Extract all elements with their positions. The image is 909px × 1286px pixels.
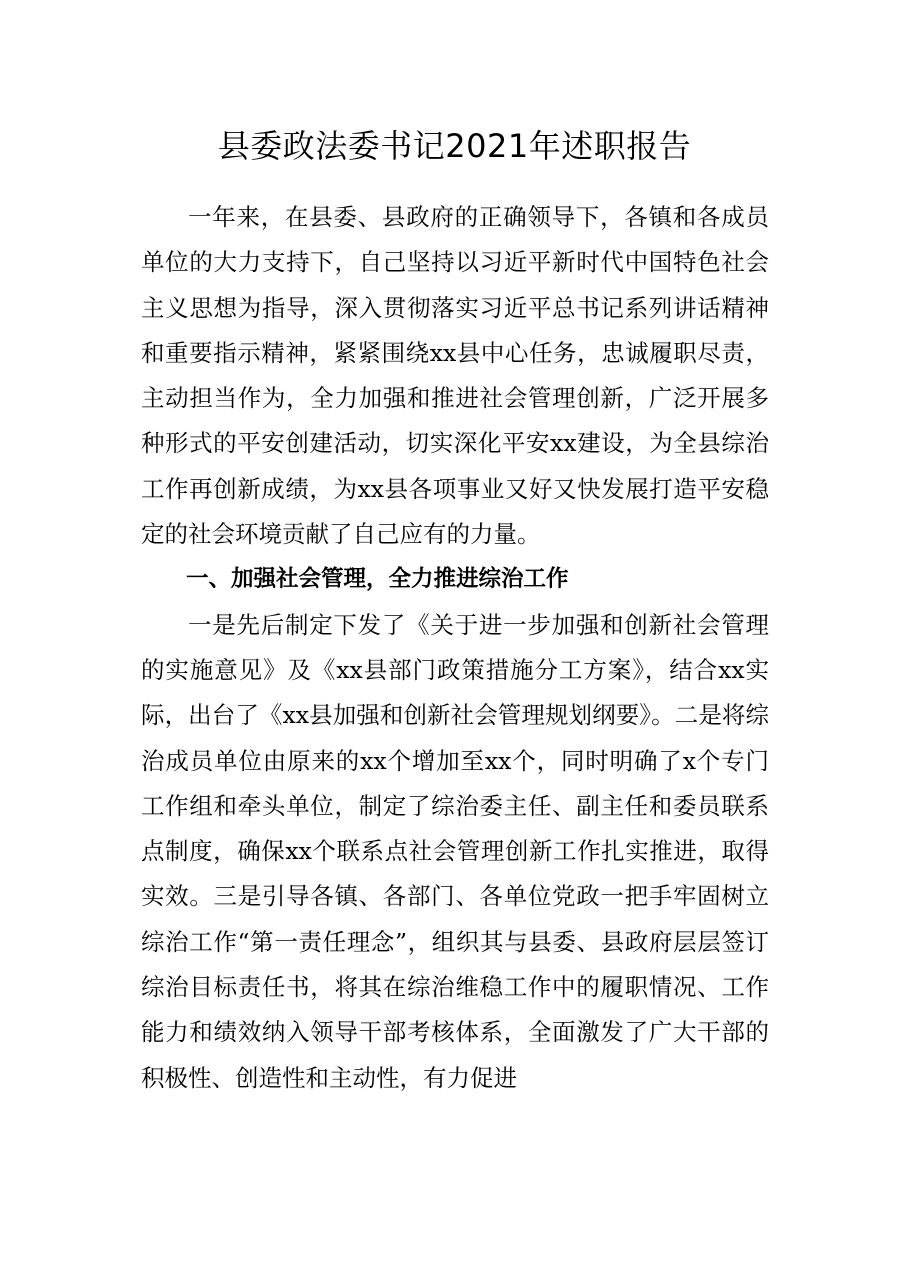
document-body [141,195,769,1101]
section-heading-1: 一、加强社会管理，全力推进综治工作 [186,566,569,593]
intro-paragraph: 一年来，在县委、县政府的正确领导下，各镇和各成员单位的大力支持下，自己坚持以习近平新时代中国特色社会主义思想为指导，深入贯彻落实习近平总书记系列讲话精神和重要指示精神，紧紧围绕xx县中心任务，忠诚履职尽责，主动担当作为，全力加强和推进社会管理创新，广泛开展多种形式的平安创建活动，切实深化平安xx建设，为全县综治工作再创新成绩，为xx县各项事业又好又快发展打造平安稳定的社会环境贡献了自己应有的力量。 [141,203,769,549]
document-title: 县委政法委书记2021年述职报告 [217,127,692,165]
section-1-paragraph: 一是先后制定下发了《关于进一步加强和创新社会管理的实施意见》及《xx县部门政策措施分工方案》，结合xx实际，出台了《xx县加强和创新社会管理规划纲要》。二是将综治成员单位由原来的xx个增加至xx个，同时明确了x个专门工作组和牵头单位，制定了综治委主任、副主任和委员联系点制度，确保xx个联系点社会管理创新工作扎实推进，取得实效。三是引导各镇、各部门、各单位党政一把手牢固树立综治工作“第一责任理念”，组织其与县委、县政府层层签订综治目标责任书，将其在综治维稳工作中的履职情况、工作能力和绩效纳入领导干部考核体系，全面激发了广大干部的积极性、创造性和主动性，有力促进 [141,610,769,1092]
